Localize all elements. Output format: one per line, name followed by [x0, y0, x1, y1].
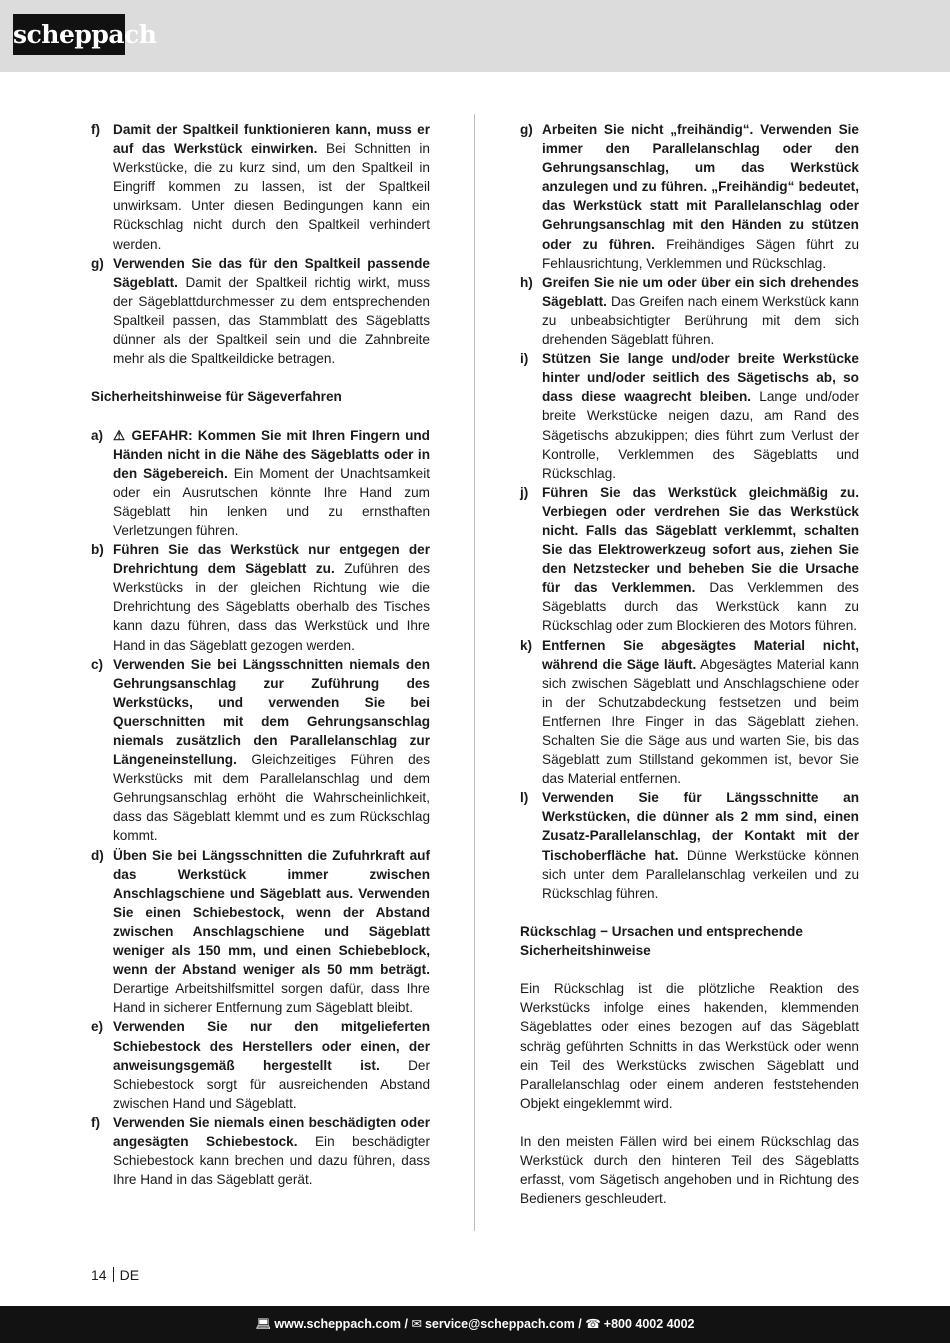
list-item	[91, 254, 430, 369]
item-bold-text: Verwenden Sie für Längsschnitte an Werkstücken, die dünner als 2 mm sind, einen Zusatz-Parallelanschlag, der Kontakt mit der Tischoberfläche hat.	[542, 790, 859, 863]
item-label: f)	[91, 122, 101, 137]
list-item	[91, 846, 430, 1018]
item-bold-text: Greifen Sie nie um oder über ein sich drehendes Sägeblatt.	[542, 274, 859, 309]
page-header	[0, 0, 950, 72]
item-text: Das Greifen nach einem Werkstück kann zu unbeabsichtigter Berührung mit dem sich drehenden Sägeblatt führen.	[542, 293, 859, 348]
item-bold-text: Damit der Spaltkeil funktionieren kann, muss er auf das Werkstück einwirken.	[113, 122, 430, 157]
item-text: Der Schiebestock sorgt für ausreichenden Abstand zwischen Hand und Sägeblatt.	[113, 1057, 430, 1111]
phone-icon: ☎︎	[585, 1317, 601, 1331]
item-label: g)	[520, 122, 533, 137]
list-item	[91, 540, 430, 655]
page-language: DE	[119, 1267, 140, 1283]
page-footer	[0, 1306, 950, 1343]
item-label: e)	[91, 1019, 104, 1035]
footer-separator: /	[404, 1317, 408, 1331]
item-text: Zuführen des Werkstücks in der gleichen Richtung wie die Drehrichtung des Sägeblatts oberhalb des Tisches kann dazu führen, dass das Werkstück und Ihre Hand in das Sägeblatt gezogen werden.	[113, 561, 430, 653]
item-bold-text: Arbeiten Sie nicht „freihändig“. Verwenden Sie immer den Parallelanschlag oder den Gehrungsanschlag, um das Werkstück anzulegen und zu führen. „Freihändig“ bedeutet, das Werkstück statt mit Parallelanschlag oder Gehrungsanschlag mit den Händen zu stützen oder zu führen.	[542, 122, 859, 252]
section-heading: Rückschlag − Ursachen und entsprechende Sicherheitshinweise	[520, 923, 803, 959]
item-label: g)	[91, 255, 104, 271]
item-bold-text: Führen Sie das Werkstück gleichmäßig zu. Verbiegen oder verdrehen Sie das Werkstück nicht. Falls das Sägeblatt verklemmt, schalten Sie das Elektrowerkzeug sofort aus, ziehen Sie den Netzstecker und beheben Sie die Ursache für das Verklemmen.	[542, 484, 859, 596]
computer-icon: 💻︎	[255, 1317, 272, 1331]
scheppach-logo: scheppach	[13, 14, 125, 55]
mail-icon: ✉︎	[411, 1317, 422, 1331]
item-label: h)	[520, 274, 533, 290]
paragraph: Ein Rückschlag ist die plötzliche Reaktion des Werkstücks infolge eines hakenden, klemmenden Sägeblattes oder eines bezogen auf das Sägeblatt schräg geführten Schnitts in das Werkstück oder wenn ein Teil des Werkstücks zwischen Sägeblatt und Parallelanschlag oder einem anderen feststehenden Objekt eingeklemmt wird.	[520, 981, 859, 1111]
item-bold-text: Verwenden Sie das für den Spaltkeil passende Sägeblatt.	[113, 255, 430, 290]
list-item	[91, 426, 430, 541]
footer-separator: /	[578, 1317, 582, 1331]
item-label: j)	[520, 484, 529, 500]
item-text: Gleichzeitiges Führen des Werkstücks mit dem Parallelanschlag und dem Gehrungsanschlag erhöht die Wahrscheinlichkeit, dass das Sägeblatt klemmt und es zum Rückschlag kommt.	[113, 752, 430, 844]
footer-website[interactable]: www.scheppach.com	[274, 1317, 402, 1331]
item-label: a)	[91, 427, 104, 443]
item-label: k)	[520, 637, 533, 653]
item-text: Ein beschädigter Schiebestock kann brechen und dazu führen, dass Ihre Hand in das Sägeblatt gerät.	[113, 1133, 430, 1188]
list-item	[520, 483, 859, 636]
item-text: Freihändiges Sägen führt zu Fehlausrichtung, Verklemmen und Rückschlag.	[542, 236, 859, 271]
item-text: Das Verklemmen des Sägeblatts durch das Werkstück kann zu Rückschlag oder zum Blockieren des Motors führen.	[542, 580, 859, 634]
right-column	[520, 120, 859, 1208]
item-bold-text: Verwenden Sie bei Längsschnitten niemals den Gehrungsanschlag zur Zuführung des Werkstücks, und verwenden Sie bei Querschnitten mit dem Gehrungsanschlag niemals zusätzlich den Parallelanschlag zur Längeneinstellung.	[113, 656, 430, 768]
list-item	[520, 349, 859, 483]
item-text: Bei Schnitten in Werkstücke, die zu kurz sind, um den Spaltkeil in Eingriff kommen zu lassen, ist der Spaltkeil unwirksam. Unter diesen Bedingungen kann ein Rückschlag nicht durch den Spaltkeil verhindert werden.	[113, 141, 430, 252]
list-item	[520, 120, 859, 273]
item-text: Derartige Arbeitshilfsmittel sorgen dafür, dass Ihre Hand in sicherer Entfernung zum Sägeblatt bleibt.	[113, 981, 430, 1016]
item-bold-text: Entfernen Sie abgesägtes Material nicht, während die Säge läuft.	[542, 637, 859, 672]
item-bold-text: ⚠ GEFAHR: Kommen Sie mit Ihren Fingern und Händen nicht in die Nähe des Sägeblatts oder in den Sägebereich.	[113, 427, 430, 481]
list-item	[520, 636, 859, 789]
item-bold-text: Üben Sie bei Längsschnitten die Zufuhrkraft auf das Werkstück immer zwischen Anschlagschiene und Sägeblatt aus. Verwenden Sie einen Schiebestock, wenn der Abstand zwischen Anschlagschiene und Sägeblatt weniger als 150 mm, und einen Schiebeblock, wenn der Abstand weniger als 50 mm beträgt.	[113, 847, 430, 978]
item-text: Ein Moment der Unachtsamkeit oder ein Ausrutschen könnte Ihre Hand zum Sägeblatt hin lenken und zu ernsthaften Verletzungen führen.	[113, 465, 430, 538]
item-label: f)	[91, 1114, 101, 1130]
page-number-separator	[113, 1267, 114, 1282]
item-text: Dünne Werkstücke können sich unter dem Parallelanschlag verkeilen und zu Rückschlag führen.	[542, 847, 859, 901]
item-bold-text: Führen Sie das Werkstück nur entgegen der Drehrichtung dem Sägeblatt zu.	[113, 542, 430, 577]
item-text: Lange und/oder breite Werkstücke neigen dazu, am Rand des Sägetischs abzukippen; dies führt zum Verlust der Kontrolle, Verklemmen des Sägeblatts und Rückschlag.	[542, 389, 859, 481]
section-heading: Sicherheitshinweise für Sägeverfahren	[91, 389, 342, 405]
item-text: Abgesägtes Material kann sich zwischen Sägeblatt und Anschlagschiene oder in der Schutzabdeckung festsetzen und beim Entfernen Ihre Finger in das Sägeblatt ziehen. Schalten Sie die Säge aus und warten Sie, bis das Sägeblatt zum Stillstand gekommen ist, bevor Sie das Material entfernen.	[542, 656, 859, 787]
paragraph: In den meisten Fällen wird bei einem Rückschlag das Werkstück durch den hinteren Teil des Sägeblatts erfasst, vom Sägetisch angehoben und in Richtung des Bedieners geschleudert.	[520, 1133, 859, 1207]
list-item	[520, 273, 859, 349]
column-divider	[474, 114, 475, 1231]
item-bold-text: Verwenden Sie niemals einen beschädigten oder angesägten Schiebestock.	[113, 1114, 430, 1149]
item-bold-text: Stützen Sie lange und/oder breite Werkstücke hinter und/oder seitlich des Sägetischs ab, so dass diese waagrecht bleiben.	[542, 351, 859, 405]
list-item	[91, 120, 430, 254]
item-label: b)	[91, 542, 104, 558]
footer-email[interactable]: service@scheppach.com	[424, 1317, 575, 1331]
item-label: l)	[520, 790, 529, 806]
item-label: d)	[91, 847, 104, 863]
list-item	[91, 655, 430, 846]
footer-phone[interactable]: +800 4002 4002	[603, 1317, 695, 1331]
item-text: Damit der Spaltkeil richtig wirkt, muss der Sägeblattdurchmesser zu dem entsprechenden Spaltkeil passen, das Stammblatt des Sägeblatts dünner als der Spaltkeil sein und die Zahnbreite mehr als die Spaltkeildicke betragen.	[113, 274, 430, 367]
list-item	[91, 1017, 430, 1112]
left-column	[91, 120, 430, 1189]
list-item	[520, 788, 859, 903]
page-number-value: 14	[91, 1267, 107, 1283]
item-label: i)	[520, 351, 529, 367]
item-label: c)	[91, 656, 104, 672]
page-number	[91, 1266, 139, 1284]
item-bold-text: Verwenden Sie nur den mitgelieferten Schiebestock des Herstellers oder einen, der anweisungsgemäß hergestellt ist.	[113, 1019, 430, 1073]
list-item	[91, 1113, 430, 1189]
